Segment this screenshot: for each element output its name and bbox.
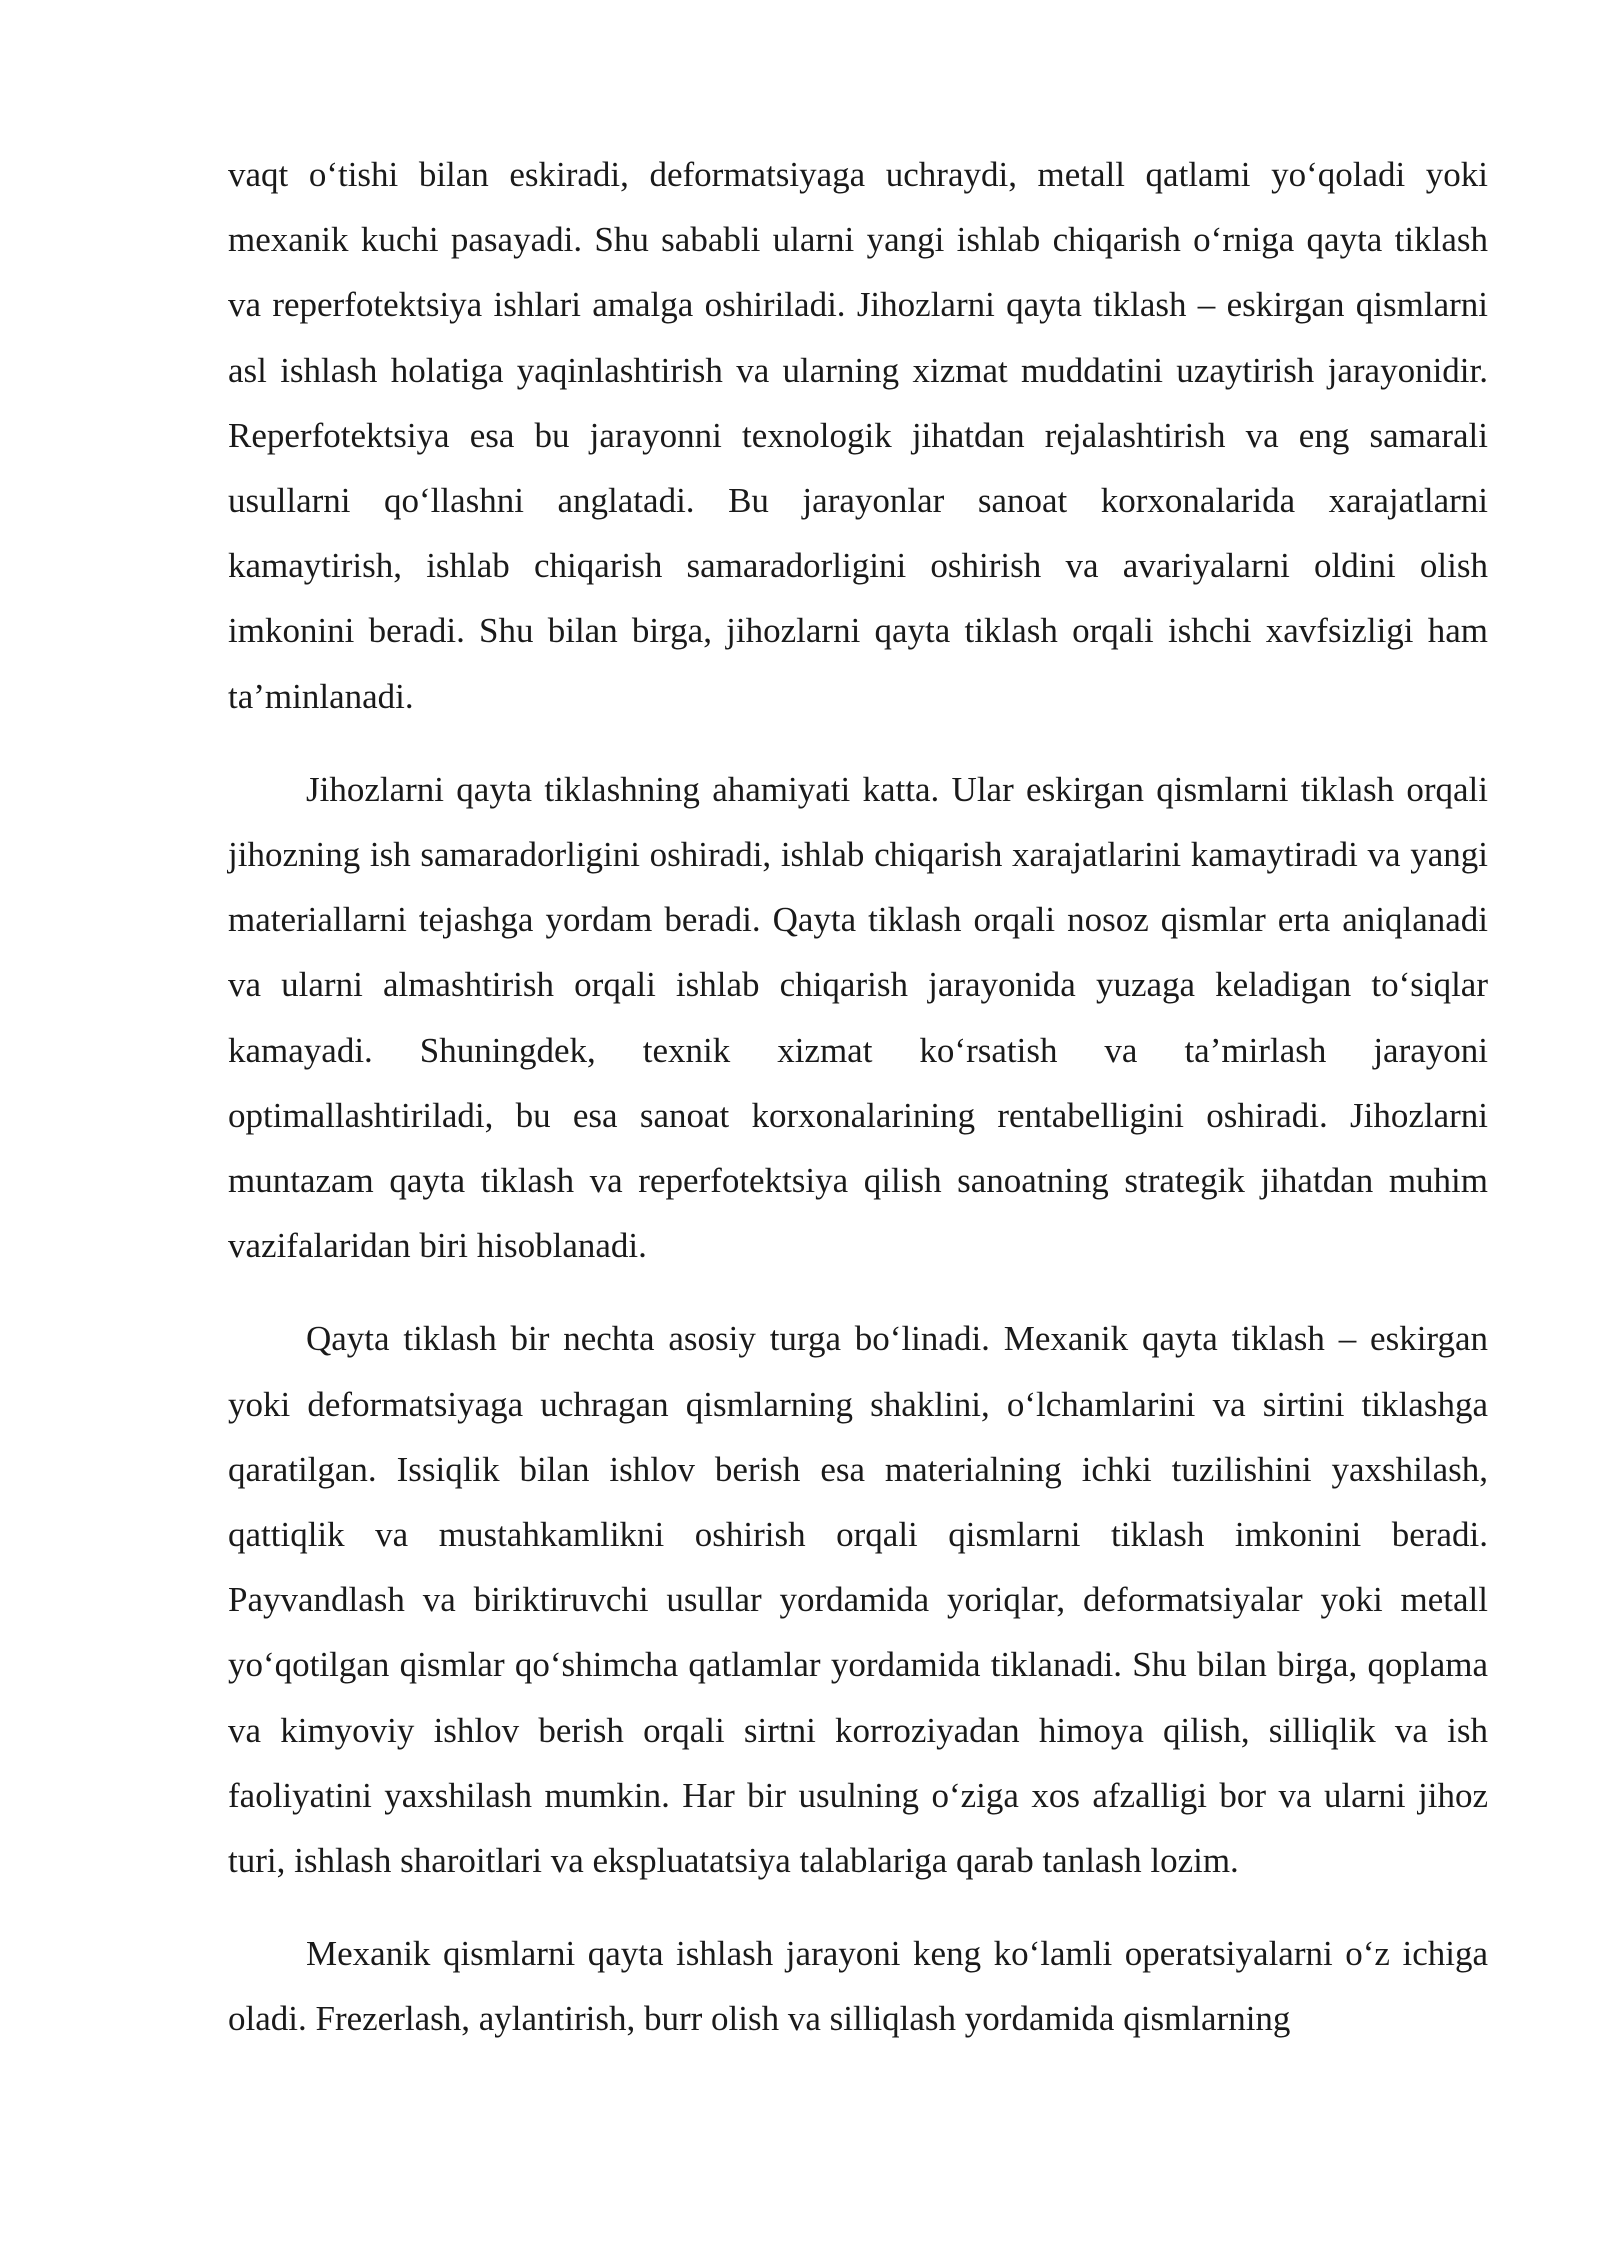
paragraph-1: vaqt o‘tishi bilan eskiradi, deformatsiyaga uchraydi, metall qatlami yo‘qoladi yoki mexanik kuchi pasayadi. Shu sababli ularni yangi ishlab chiqarish o‘rniga qayta tiklash va reperfotektsiya ishlari amalga oshiriladi. Jihozlarni qayta tiklash – eskirgan qismlarni asl ishlash holatiga yaqinlashtirish va ularning xizmat muddatini uzaytirish jarayonidir. Reperfotektsiya esa bu jarayonni texnologik jihatdan rejalashtirish va eng samarali usullarni qo‘llashni anglatadi. Bu jarayonlar sanoat korxonalarida xarajatlarni kamaytirish, ishlab chiqarish samaradorligini oshirish va avariyalarni oldini olish imkonini beradi. Shu bilan birga, jihozlarni qayta tiklash orqali ishchi xavfsizligi ham ta’minlanadi. (228, 155, 1488, 716)
paragraph-3: Qayta tiklash bir nechta asosiy turga bo‘linadi. Mexanik qayta tiklash – eskirgan yoki deformatsiyaga uchragan qismlarning shaklini, o‘lchamlarini va sirtini tiklashga qaratilgan. Issiqlik bilan ishlov berish esa materialning ichki tuzilishini yaxshilash, qattiqlik va mustahkamlikni oshirish orqali qismlarni tiklash imkonini beradi. Payvandlash va biriktiruvchi usullar yordamida yoriqlar, deformatsiyalar yoki metall yo‘qotilgan qismlar qo‘shimcha qatlamlar yordamida tiklanadi. Shu bilan birga, qoplama va kimyoviy ishlov berish orqali sirtni korroziyadan himoya qilish, silliqlik va ish faoliyatini yaxshilash mumkin. Har bir usulning o‘ziga xos afzalligi bor va ularni jihoz turi, ishlash sharoitlari va ekspluatatsiya talablariga qarab tanlash lozim. (228, 1319, 1488, 1881)
paragraph-2: Jihozlarni qayta tiklashning ahamiyati katta. Ular eskirgan qismlarni tiklash orqali jihozning ish samaradorligini oshiradi, ishlab chiqarish xarajatlarini kamaytiradi va yangi materiallarni tejashga yordam beradi. Qayta tiklash orqali nosoz qismlar erta aniqlanadi va ularni almashtirish orqali ishlab chiqarish jarayonida yuzaga keladigan to‘siqlar kamayadi. Shuningdek, texnik xizmat ko‘rsatish va ta’mirlash jarayoni optimallashtiriladi, bu esa sanoat korxonalarining rentabelligini oshiradi. Jihozlarni muntazam qayta tiklash va reperfotektsiya qilish sanoatning strategik jihatdan muhim vazifalaridan biri hisoblanadi. (228, 769, 1488, 1266)
paragraph-4: Mexanik qismlarni qayta ishlash jarayoni keng ko‘lamli operatsiyalarni o‘z ichiga oladi. Frezerlash, aylantirish, burr olish va silliqlash yordamida qismlarning (228, 1934, 1488, 2039)
document-page (228, 142, 1488, 2080)
